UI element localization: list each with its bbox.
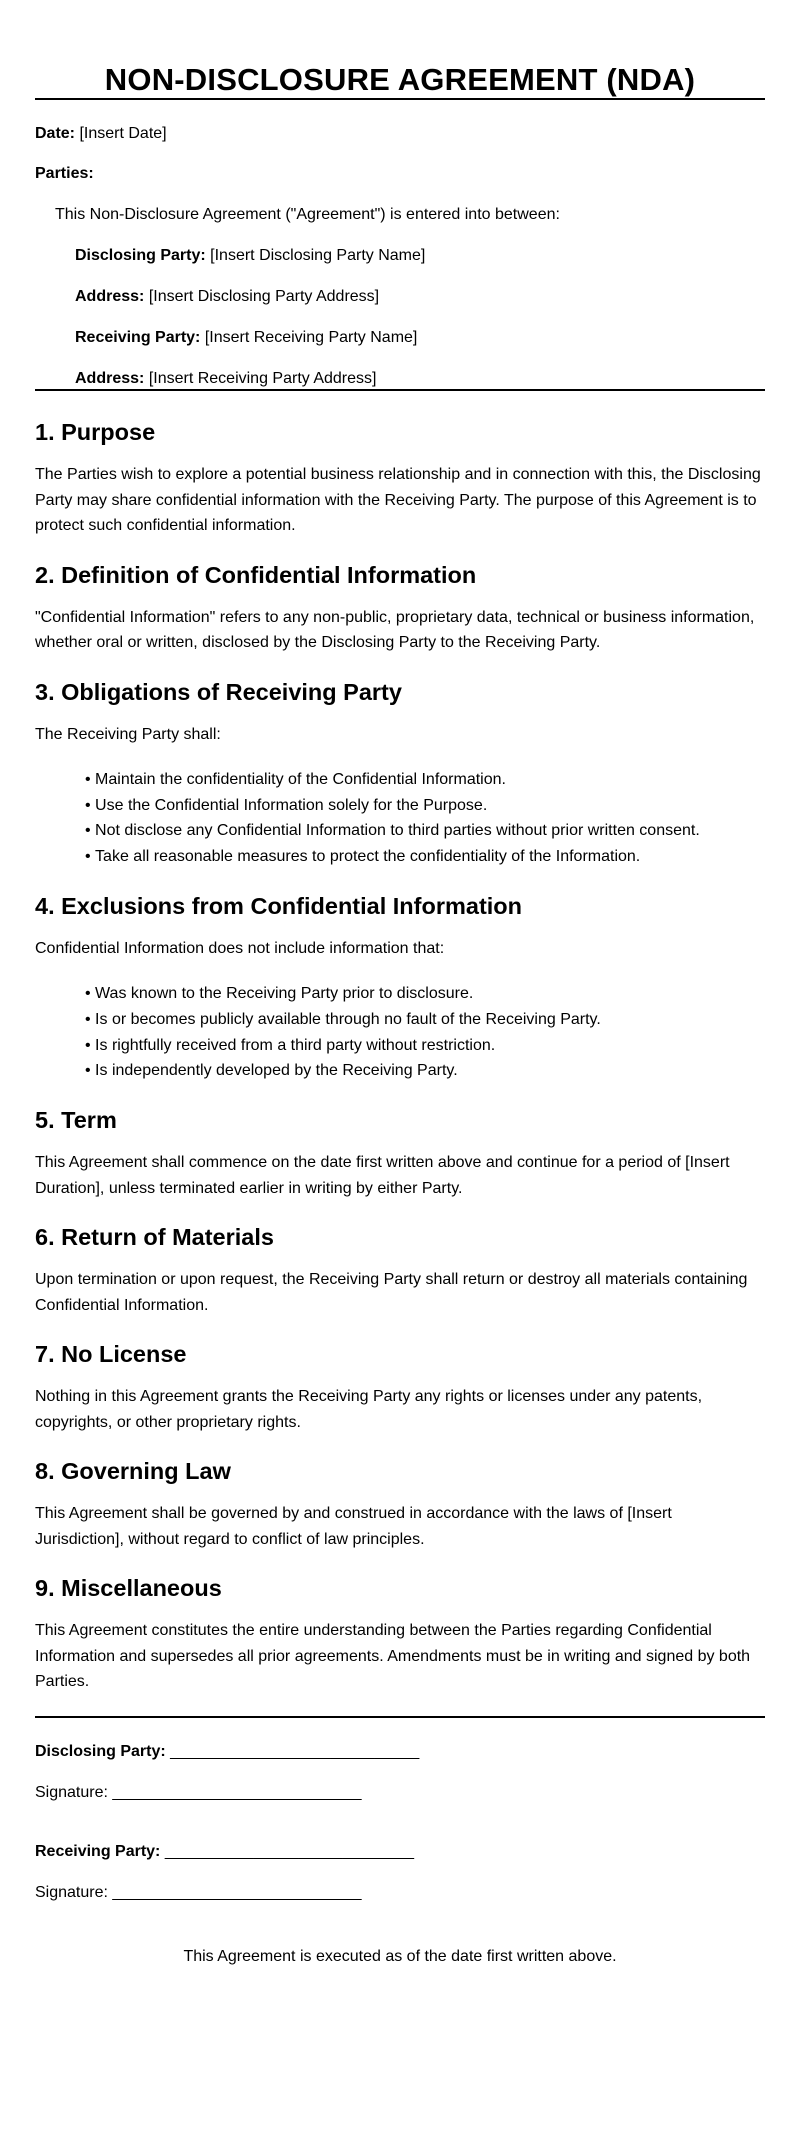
signature-block bbox=[35, 1742, 765, 1903]
receiving-signature-line bbox=[35, 1883, 765, 1903]
receiving-party-sig-label: Receiving Party: bbox=[35, 1842, 161, 1860]
date-value: [Insert Date] bbox=[79, 125, 167, 142]
parties-label-text: Parties: bbox=[35, 165, 94, 182]
disclosing-party-name-blank: ____________________________ bbox=[170, 1742, 420, 1760]
receiving-address-label: Address: bbox=[75, 370, 145, 387]
section-exclusions bbox=[35, 891, 765, 1084]
date-line bbox=[35, 124, 765, 144]
section-heading: 2. Definition of Confidential Information bbox=[35, 561, 477, 588]
execution-note: This Agreement is executed as of the date first written above. bbox=[183, 1947, 617, 1965]
receiving-signature-label: Signature: bbox=[35, 1883, 108, 1901]
obligations-list bbox=[35, 767, 765, 870]
disclosing-party-label: Disclosing Party: bbox=[75, 247, 206, 264]
page-title: NON-DISCLOSURE AGREEMENT (NDA) bbox=[104, 62, 696, 97]
receiving-party-value: [Insert Receiving Party Name] bbox=[204, 329, 418, 346]
disclosing-address-label: Address: bbox=[75, 288, 145, 305]
section-no-license bbox=[35, 1339, 765, 1435]
agreement-header bbox=[35, 124, 765, 389]
section-miscellaneous bbox=[35, 1573, 765, 1695]
section-obligations bbox=[35, 677, 765, 870]
signature-divider bbox=[35, 1716, 765, 1718]
disclosing-address-value: [Insert Disclosing Party Address] bbox=[148, 288, 380, 305]
section-heading: 6. Return of Materials bbox=[35, 1224, 274, 1251]
disclosing-address-line bbox=[35, 287, 765, 307]
section-heading: 3. Obligations of Receiving Party bbox=[35, 678, 402, 705]
receiving-party-signature-line bbox=[35, 1842, 765, 1862]
section-return-of-materials bbox=[35, 1222, 765, 1318]
section-text: This Agreement shall commence on the date first written above and continue for a period of [Insert Duration], unless terminated earlier in writing by either Party. bbox=[35, 1154, 730, 1197]
section-text: Nothing in this Agreement grants the Receiving Party any rights or licenses under any patents, copyrights, or other proprietary rights. bbox=[35, 1388, 703, 1431]
section-heading: 8. Governing Law bbox=[35, 1458, 231, 1485]
intro-text: This Non-Disclosure Agreement ("Agreement") is entered into between: bbox=[55, 206, 560, 223]
receiving-party-label: Receiving Party: bbox=[75, 329, 201, 346]
disclosing-signature-line bbox=[35, 1783, 765, 1803]
list-item: • Is or becomes publicly available through no fault of the Receiving Party. bbox=[85, 1007, 765, 1033]
list-item: • Take all reasonable measures to protect the confidentiality of the Information. bbox=[85, 844, 765, 870]
section-heading: 5. Term bbox=[35, 1107, 117, 1134]
receiving-address-line bbox=[35, 369, 765, 389]
list-item: • Maintain the confidentiality of the Confidential Information. bbox=[85, 767, 765, 793]
section-text: "Confidential Information" refers to any non-public, proprietary data, technical or business information, whether oral or written, disclosed by the Disclosing Party to the Receiving Party. bbox=[35, 608, 755, 651]
disclosing-party-value: [Insert Disclosing Party Name] bbox=[210, 247, 426, 264]
disclosing-signature-blank: ____________________________ bbox=[112, 1783, 362, 1801]
list-item: • Use the Confidential Information solely for the Purpose. bbox=[85, 793, 765, 819]
section-governing-law bbox=[35, 1456, 765, 1552]
exclusions-list bbox=[35, 981, 765, 1084]
section-heading: 9. Miscellaneous bbox=[35, 1575, 222, 1602]
receiving-party-name-blank: ____________________________ bbox=[164, 1842, 414, 1860]
list-item: • Was known to the Receiving Party prior to disclosure. bbox=[85, 981, 765, 1007]
section-text: This Agreement constitutes the entire understanding between the Parties regarding Confidential Information and supersedes all prior agreements. Amendments must be in writing and signed by both Parties. bbox=[35, 1622, 751, 1691]
date-label: Date: bbox=[35, 125, 76, 142]
section-heading: 7. No License bbox=[35, 1341, 187, 1368]
section-text: The Parties wish to explore a potential business relationship and in connection with this, the Disclosing Party may share confidential information with the Receiving Party. The purpose of this Agreement is to protect such confidential information. bbox=[35, 466, 761, 534]
header-divider bbox=[35, 98, 765, 100]
section-heading: 1. Purpose bbox=[35, 419, 156, 445]
disclosing-party-sig-label: Disclosing Party: bbox=[35, 1742, 166, 1760]
disclosing-party-signature-line bbox=[35, 1742, 765, 1762]
section-text: The Receiving Party shall: bbox=[35, 725, 221, 743]
list-item: • Is independently developed by the Receiving Party. bbox=[85, 1058, 765, 1084]
section-text: Upon termination or upon request, the Receiving Party shall return or destroy all materials containing Confidential Information. bbox=[35, 1271, 748, 1314]
receiving-address-value: [Insert Receiving Party Address] bbox=[148, 370, 377, 387]
list-item: • Is rightfully received from a third party without restriction. bbox=[85, 1033, 765, 1059]
section-purpose bbox=[35, 417, 765, 539]
receiving-party-line bbox=[35, 328, 765, 348]
disclosing-party-line bbox=[35, 246, 765, 266]
section-heading: 4. Exclusions from Confidential Information bbox=[35, 892, 523, 919]
section-term bbox=[35, 1105, 765, 1201]
parties-label bbox=[35, 164, 765, 184]
section-text: Confidential Information does not include information that: bbox=[35, 939, 445, 957]
section-definition bbox=[35, 560, 765, 656]
parties-divider bbox=[35, 389, 765, 391]
disclosing-signature-label: Signature: bbox=[35, 1783, 108, 1801]
section-text: This Agreement shall be governed by and construed in accordance with the laws of [Insert Jurisdiction], without regard to conflict of law principles. bbox=[35, 1505, 672, 1548]
list-item: • Not disclose any Confidential Information to third parties without prior written consent. bbox=[85, 818, 765, 844]
receiving-signature-blank: ____________________________ bbox=[112, 1883, 362, 1901]
